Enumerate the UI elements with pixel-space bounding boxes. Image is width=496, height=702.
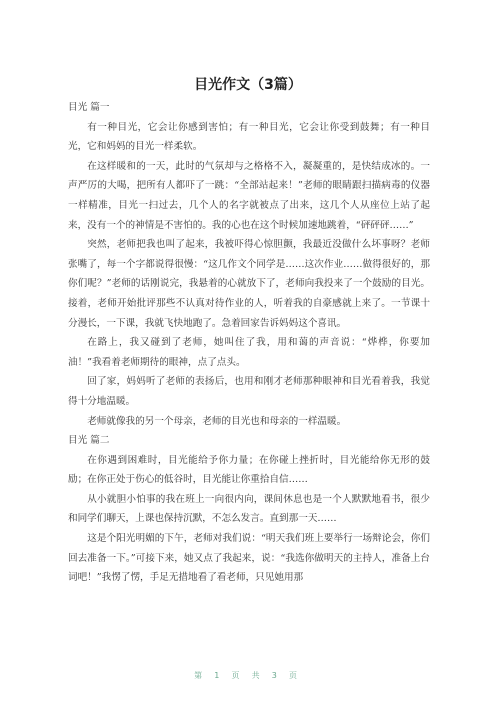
paragraph: 这是个阳光明媚的下午，老师对我们说：“明天我们班上要举行一场辩论会，你们回去准备一下。”可接下来，她又点了我起来，说：“我选你做明天的主持人，准备上台词吧！”我愣了愣，手足无措地看了看老师，只见她用那 [68, 533, 430, 584]
page-footer: 第 1 页 共 3 页 [194, 671, 302, 680]
paragraph: 回了家，妈妈听了老师的表扬后，也用和刚才老师那种眼神和目光看着我，我觉得十分地温暖。 [68, 376, 430, 407]
section-heading: 目光 篇二 [68, 435, 110, 447]
paragraph: 有一种目光，它会让你感到害怕；有一种目光，它会让你受到鼓舞；有一种目光，它和妈妈的目光一样柔软。 [68, 121, 430, 153]
paragraph: 在这样暖和的一天，此时的气氛却与之格格不入，凝凝重的，是快结成冰的。一声严厉的大喝，把所有人都吓了一跳：“全部站起来！”老师的眼睛跟扫描病毒的仪器一样精准，目光一扫过去，几个人的名字就被点了出来，这几个人从座位上站了起来，没有一个的神情是不害怕的。我的心也在这个时候加速地跳着，“砰砰砰……” [68, 160, 430, 231]
document-title: 目光作文（3篇） [194, 77, 302, 93]
paragraph: 老师就像我的另一个母亲，老师的目光也和母亲的一样温暖。 [87, 415, 347, 427]
section-heading: 目光 篇一 [68, 102, 110, 113]
document-body [68, 98, 430, 588]
paragraph: 从小就胆小怕事的我在班上一向很内向，课间休息也是一个人默默地看书，很少和同学们聊天，上课也保持沉默，不怎么发言。直到那一天…… [68, 493, 430, 525]
paragraph: 在你遇到困难时，目光能给予你力量；在你碰上挫折时，目光能给你无形的鼓励；在你正处于伤心的低谷时，目光能让你重拾自信…… [68, 454, 430, 486]
paragraph: 在路上，我又碰到了老师，她叫住了我，用和蔼的声音说：“烨桦，你要加油！”我看着老师期待的眼神，点了点头。 [68, 337, 430, 368]
paragraph: 突然，老师把我也叫了起来，我被吓得心惊胆颤，我最近没做什么坏事呀？老师张嘴了，每一个字都说得很慢：“这几作文个同学是……这次作业……做得很好的，那你们呢？”老师的话刚说完，我悬着的心就放下了，老师向我投来了一个鼓励的目光。接着，老师开始批评那些不认真对待作业的人，听着我的自豪感就上来了。一节课十分漫长，一下课，我就飞快地跑了。急着回家告诉妈妈这个喜讯。 [68, 239, 430, 329]
